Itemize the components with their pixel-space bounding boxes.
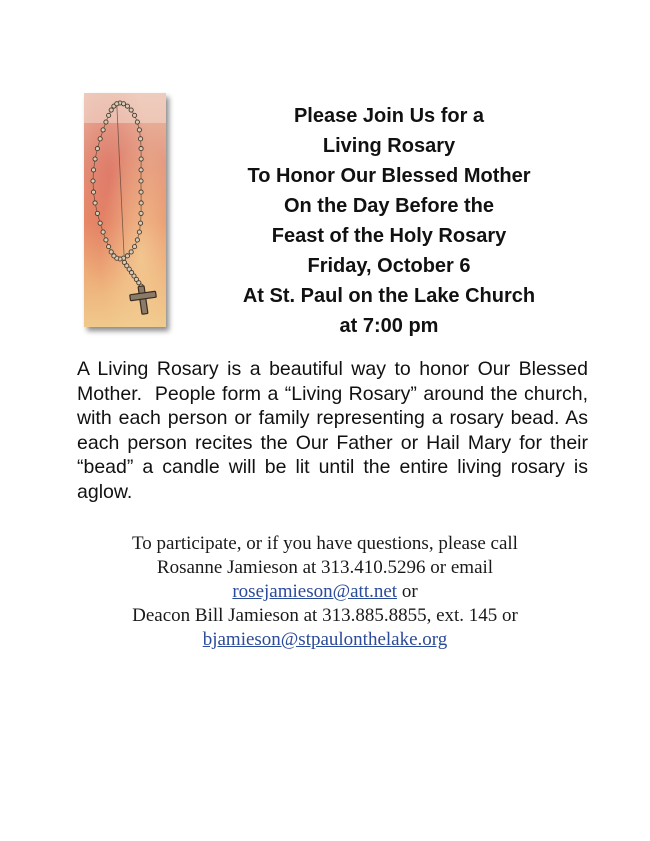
rosary-bead bbox=[132, 245, 136, 249]
contact-line: To participate, or if you have questions, please call bbox=[132, 533, 518, 554]
rosary-bead bbox=[109, 108, 113, 112]
contact-line: Deacon Bill Jamieson at 313.885.8855, ext. 145 or bbox=[132, 605, 518, 626]
rosary-bead bbox=[112, 254, 116, 258]
rosary-bead bbox=[135, 238, 139, 242]
rosary-bead bbox=[138, 221, 142, 225]
rosary-bead bbox=[93, 157, 97, 161]
description-paragraph: A Living Rosary is a beautiful way to honor Our Blessed Mother. People form a “Living Rosary” around the church, with each person or family representing a rosary bead. As each person recites the Our Father or Hail Mary for their “bead” a candle will be lit until the entire living rosary is aglow. bbox=[77, 358, 594, 503]
rosary-bead bbox=[139, 201, 143, 205]
rosary-bead bbox=[91, 179, 95, 183]
heading-line: Please Join Us for a bbox=[293, 105, 485, 127]
contact-or: or bbox=[397, 581, 418, 602]
contact-line: Rosanne Jamieson at 313.410.5296 or email bbox=[156, 557, 494, 578]
contact-line bbox=[60, 580, 590, 604]
contact-info bbox=[60, 532, 590, 652]
rosary-bead bbox=[138, 137, 142, 141]
email-link-rose[interactable]: rosejamieson@att.net bbox=[232, 581, 398, 602]
heading-line: To Honor Our Blessed Mother bbox=[247, 165, 531, 187]
rosary-bead bbox=[98, 221, 102, 225]
rosary-bead bbox=[132, 113, 136, 117]
rosary-bead bbox=[91, 190, 95, 194]
heading-line: Living Rosary bbox=[322, 135, 456, 157]
rosary-bead bbox=[139, 157, 143, 161]
rosary-bead bbox=[104, 238, 108, 242]
email-link-bill[interactable]: bjamieson@stpaulonthelake.org bbox=[202, 629, 448, 650]
rosary-bead bbox=[139, 146, 143, 150]
heading-line: On the Day Before the bbox=[283, 195, 495, 217]
rosary-bead bbox=[101, 128, 105, 132]
rosary-bead bbox=[129, 108, 133, 112]
rosary-bead bbox=[101, 230, 105, 234]
rosary-bead bbox=[125, 104, 129, 108]
rosary-bead bbox=[139, 168, 143, 172]
rosary-bead bbox=[91, 168, 95, 172]
rosary-bead bbox=[95, 211, 99, 215]
rosary-bead bbox=[107, 113, 111, 117]
rosary-bead bbox=[139, 190, 143, 194]
rosary-image bbox=[84, 93, 166, 327]
rosary-bead bbox=[109, 250, 113, 254]
rosary-bead bbox=[107, 245, 111, 249]
rosary-illustration bbox=[84, 93, 166, 327]
rosary-bead bbox=[137, 128, 141, 132]
rosary-bead bbox=[139, 179, 143, 183]
rosary-bead bbox=[139, 211, 143, 215]
heading-line: Friday, October 6 bbox=[307, 255, 471, 277]
rosary-bead bbox=[115, 102, 119, 106]
rosary-bead bbox=[137, 230, 141, 234]
event-heading bbox=[200, 101, 578, 341]
rosary-bead bbox=[135, 120, 139, 124]
heading-line: at 7:00 pm bbox=[339, 315, 439, 337]
heading-line: At St. Paul on the Lake Church bbox=[242, 285, 536, 307]
rosary-bead bbox=[93, 201, 97, 205]
rosary-bead bbox=[129, 250, 133, 254]
rosary-bead bbox=[104, 120, 108, 124]
contact-line bbox=[60, 628, 590, 652]
rosary-bead bbox=[98, 137, 102, 141]
rosary-bead bbox=[95, 146, 99, 150]
heading-line: Feast of the Holy Rosary bbox=[271, 225, 507, 247]
